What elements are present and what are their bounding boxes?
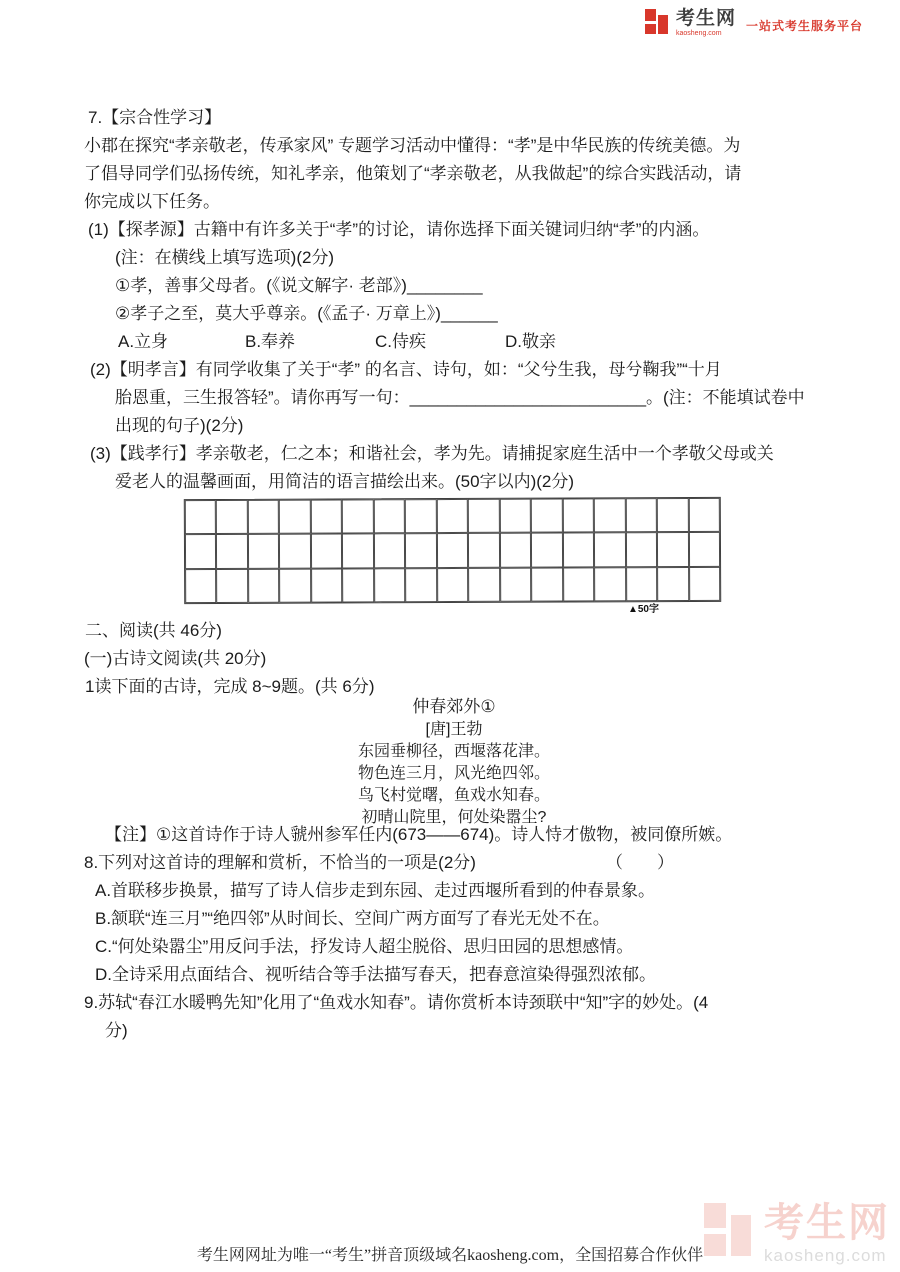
grid-cell xyxy=(374,499,406,533)
grid-cell xyxy=(688,532,720,566)
grid-cell xyxy=(185,534,217,568)
q7-intro-line: 了倡导同学们弘扬传统，知礼孝亲，他策划了“孝亲敬老，从我做起”的综合实践活动，请 xyxy=(84,164,742,183)
grid-cell xyxy=(216,500,248,534)
poem-line: 鸟飞村觉曙，鱼戏水知春。 xyxy=(357,787,550,804)
poem-line: 初晴山院里，何处染嚣尘? xyxy=(361,809,547,826)
brand-domain: kaosheng.com xyxy=(676,30,722,37)
section2-instruction: 1读下面的古诗，完成 8~9题。(共 6分) xyxy=(85,677,375,696)
q7-part2-line: 出现的句子)(2分) xyxy=(115,416,244,435)
q7-part1-note: (注：在横线上填写选项)(2分) xyxy=(115,248,335,267)
grid-cell xyxy=(311,568,343,602)
grid-cell xyxy=(625,498,657,532)
grid-cell xyxy=(217,569,249,603)
brand-name: 考生网 xyxy=(676,8,737,29)
grid-cell xyxy=(279,534,311,568)
q7-part1-options xyxy=(84,328,824,356)
grid-cell xyxy=(279,500,311,534)
kaosheng-logo-icon xyxy=(645,9,671,36)
grid-cell xyxy=(563,567,595,601)
q7-part3-line: 爱老人的温馨画面，用简洁的语言描绘出来。(50字以内)(2分) xyxy=(115,472,575,491)
q7-part1-item2: ②孝子之至，莫大乎尊亲。(《孟子· 万章上》)______ xyxy=(115,304,498,323)
grid-cell xyxy=(626,532,658,566)
grid-cell xyxy=(311,499,343,533)
grid-cell xyxy=(594,567,626,601)
grid-cell xyxy=(594,533,626,567)
q8-answer-bracket: （ ） xyxy=(606,853,674,872)
section2-subheading: (一)古诗文阅读(共 20分) xyxy=(84,649,267,668)
grid-cell xyxy=(185,500,217,534)
section2-heading: 二、阅读(共 46分) xyxy=(85,621,222,640)
grid-cell xyxy=(594,498,626,532)
option-b: B.奉养 xyxy=(245,332,296,351)
grid-cell xyxy=(500,567,532,601)
poem-line: 物色连三月，风光绝四邻。 xyxy=(357,765,550,782)
grid-cell xyxy=(342,499,374,533)
grid-cell xyxy=(500,533,532,567)
grid-cell xyxy=(531,499,563,533)
header-logo xyxy=(645,9,863,37)
q9-line: 分) xyxy=(105,1021,128,1040)
grid-cell xyxy=(657,532,689,566)
q8-option: A.首联移步换景，描写了诗人信步走到东园、走过西堰所看到的仲春景象。 xyxy=(95,881,656,900)
grid-cell xyxy=(185,569,217,603)
grid-cell xyxy=(531,533,563,567)
grid-cell xyxy=(437,568,469,602)
grid-cell xyxy=(531,567,563,601)
footer-slogan: 考生网网址为唯一“考生”拼音顶级域名kaosheng.com，全国招募合作伙伴 xyxy=(196,1247,704,1264)
q8-option: D.全诗采用点面结合、视听结合等手法描写春天，把春意渲染得强烈浓郁。 xyxy=(95,965,656,984)
q7-part3-line: (3)【践孝行】孝亲敬老，仁之本；和谐社会，孝为先。请捕捉家庭生活中一个孝敬父母或关 xyxy=(90,444,774,463)
poem-note: 【注】①这首诗作于诗人虢州参军任内(673——674)。诗人恃才傲物，被同僚所嫉。 xyxy=(105,825,733,844)
q7-part2-line: 胎恩重，三生报答轻”。请你再写一句：_________________________。(注：不能填试卷中 xyxy=(115,388,805,407)
grid-cell xyxy=(688,498,720,532)
option-a: A.立身 xyxy=(118,332,169,351)
grid-cell xyxy=(248,568,280,602)
answer-grid xyxy=(184,497,721,604)
option-d: D.敬亲 xyxy=(505,332,556,351)
grid-cell xyxy=(405,568,437,602)
grid-cell xyxy=(311,534,343,568)
grid-cell xyxy=(405,499,437,533)
q7-intro-line: 小郡在探究“孝亲敬老，传承家风” 专题学习活动中懂得：“孝”是中华民族的传统美德。为 xyxy=(84,136,741,155)
grid-cell xyxy=(562,498,594,532)
poem-line: 东园垂柳径，西堰落花津。 xyxy=(357,743,550,760)
grid-cell xyxy=(499,499,531,533)
grid-cell xyxy=(374,534,406,568)
grid-cell xyxy=(216,534,248,568)
brand-tagline: 一站式考生服务平台 xyxy=(746,19,864,33)
watermark-domain: kaosheng.com xyxy=(764,1246,887,1265)
grid-cell xyxy=(468,499,500,533)
q8-stem xyxy=(84,849,824,877)
q8-option: B.颔联“连三月”“绝四邻”从时间长、空间广两方面写了春光无处不在。 xyxy=(95,909,610,928)
answer-grid-label: ▲50字 xyxy=(627,604,659,615)
q7-heading: 7.【宗合性学习】 xyxy=(88,108,222,127)
grid-cell xyxy=(626,567,658,601)
q7-part1-stem: (1)【探孝源】古籍中有许多关于“孝”的讨论，请你选择下面关键词归纳“孝”的内涵。 xyxy=(88,220,710,239)
document-body xyxy=(84,104,824,1045)
q9-line: 9.苏轼“春江水暖鸭先知”化用了“鱼戏水知春”。请你赏析本诗颈联中“知”字的妙处。(4 xyxy=(84,993,709,1012)
option-c: C.侍疾 xyxy=(375,332,426,351)
grid-cell xyxy=(342,534,374,568)
grid-cell xyxy=(279,568,311,602)
grid-cell xyxy=(374,568,406,602)
q7-part2-line: (2)【明孝言】有同学收集了关于“孝” 的名言、诗句，如：“父兮生我，母兮鞠我”“十月 xyxy=(90,360,722,379)
grid-cell xyxy=(657,567,689,601)
grid-cell xyxy=(689,566,721,600)
q8-option: C.“何处染嚣尘”用反问手法，抒发诗人超尘脱俗、思归田园的思想感情。 xyxy=(95,937,634,956)
answer-grid-block xyxy=(184,498,721,617)
grid-cell xyxy=(437,499,469,533)
poem xyxy=(84,695,824,829)
grid-cell xyxy=(342,568,374,602)
grid-cell xyxy=(248,534,280,568)
poem-author: [唐]王勃 xyxy=(425,721,483,738)
watermark-brand: 考生网 xyxy=(764,1201,890,1245)
grid-cell xyxy=(437,533,469,567)
grid-cell xyxy=(468,567,500,601)
grid-cell xyxy=(563,533,595,567)
grid-cell xyxy=(657,498,689,532)
q7-part1-item1: ①孝，善事父母者。(《说文解字· 老部》)________ xyxy=(115,276,483,295)
grid-cell xyxy=(248,500,280,534)
q8-stem-text: 8.下列对这首诗的理解和赏析，不恰当的一项是(2分) xyxy=(84,853,476,872)
q7-intro-line: 你完成以下任务。 xyxy=(84,192,220,211)
grid-cell xyxy=(405,533,437,567)
grid-cell xyxy=(468,533,500,567)
poem-title: 仲春郊外① xyxy=(412,697,496,716)
